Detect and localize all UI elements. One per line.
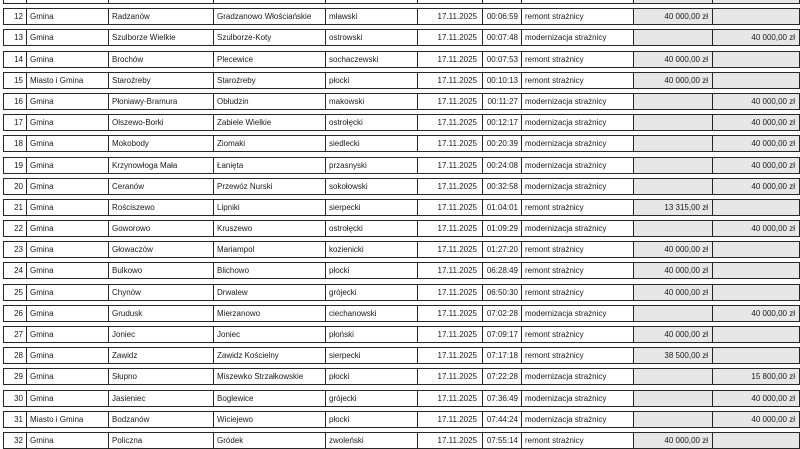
table-row bbox=[3, 305, 800, 322]
cell-task: remont strażnicy bbox=[522, 242, 634, 257]
cell-type: Gmina bbox=[27, 179, 109, 194]
cell-amount-remont: 40 000,00 zł bbox=[634, 433, 713, 448]
cell-amount-modernizacja bbox=[713, 263, 799, 278]
cell-amount-modernizacja: 40 000,00 zł bbox=[713, 115, 799, 130]
cell-date: 17.11.2025 bbox=[418, 285, 483, 300]
cell-task: modernizacja strażnicy bbox=[522, 412, 634, 427]
cell-amount-remont bbox=[634, 0, 713, 3]
cell-locality: Mariampol bbox=[214, 242, 326, 257]
cell-date: 17.11.2025 bbox=[418, 327, 483, 342]
cell-no: 18 bbox=[4, 136, 27, 151]
cell-time: 00:06:59 bbox=[483, 9, 522, 24]
table-row bbox=[3, 114, 800, 131]
cell-type: Gmina bbox=[27, 94, 109, 109]
table-body bbox=[3, 8, 800, 449]
cell-amount-remont: 40 000,00 zł bbox=[634, 285, 713, 300]
cell-district: grójecki bbox=[326, 391, 418, 406]
cell-date: 17.11.2025 bbox=[418, 433, 483, 448]
cell-district: sokołowski bbox=[326, 179, 418, 194]
cell-locality: Obłudzin bbox=[214, 94, 326, 109]
cell-municipality: Zawidz bbox=[109, 348, 214, 363]
cell-task: modernizacja strażnicy bbox=[522, 221, 634, 236]
cell-task: modernizacja strażnicy bbox=[522, 369, 634, 384]
cell-municipality: Brochów bbox=[109, 52, 214, 67]
cell-type: Gmina bbox=[27, 30, 109, 45]
cell-district: płocki bbox=[326, 412, 418, 427]
cell-amount-remont bbox=[634, 391, 713, 406]
table-row bbox=[3, 135, 800, 152]
cell-amount-remont: 40 000,00 zł bbox=[634, 73, 713, 88]
table-row bbox=[3, 326, 800, 343]
cell-locality: Plecewice bbox=[214, 52, 326, 67]
cell-no: 20 bbox=[4, 179, 27, 194]
cell-amount-modernizacja: 40 000,00 zł bbox=[713, 391, 799, 406]
cell-locality: Ziomaki bbox=[214, 136, 326, 151]
cell-amount-modernizacja bbox=[713, 52, 799, 67]
cell-date: 17.11.2025 bbox=[418, 221, 483, 236]
cell-time: 00:20:39 bbox=[483, 136, 522, 151]
cell-municipality: Goworowo bbox=[109, 221, 214, 236]
cell-no: 15 bbox=[4, 73, 27, 88]
cell-time: 07:44:24 bbox=[483, 412, 522, 427]
cell-district bbox=[326, 0, 418, 3]
cell-amount-remont: 38 500,00 zł bbox=[634, 348, 713, 363]
cell-task: remont strażnicy bbox=[522, 52, 634, 67]
cell-amount-modernizacja: 40 000,00 zł bbox=[713, 158, 799, 173]
cell-amount-modernizacja: 40 000,00 zł bbox=[713, 179, 799, 194]
cell-amount-remont bbox=[634, 369, 713, 384]
cell-date: 17.11.2025 bbox=[418, 348, 483, 363]
cell-date bbox=[418, 0, 483, 3]
cell-date: 17.11.2025 bbox=[418, 200, 483, 215]
cell-locality: Zabiele Wielkie bbox=[214, 115, 326, 130]
cell-amount-remont: 40 000,00 zł bbox=[634, 242, 713, 257]
cell-amount-remont: 40 000,00 zł bbox=[634, 52, 713, 67]
cell-time: 07:55:14 bbox=[483, 433, 522, 448]
table-row bbox=[3, 29, 800, 46]
cell-type: Miasto i Gmina bbox=[27, 412, 109, 427]
cell-time: 07:36:49 bbox=[483, 391, 522, 406]
table-row bbox=[3, 199, 800, 216]
cell-locality: Łanięta bbox=[214, 158, 326, 173]
cell-amount-remont bbox=[634, 179, 713, 194]
cell-no: 12 bbox=[4, 9, 27, 24]
cell-type: Gmina bbox=[27, 263, 109, 278]
cell-no: 22 bbox=[4, 221, 27, 236]
cell-amount-modernizacja: 40 000,00 zł bbox=[713, 412, 799, 427]
cell-time: 07:02:28 bbox=[483, 306, 522, 321]
cell-amount-modernizacja: 15 800,00 zł bbox=[713, 369, 799, 384]
cell-locality: Miszewko Strzałkowskie bbox=[214, 369, 326, 384]
cell-amount-modernizacja bbox=[713, 433, 799, 448]
cell-date: 17.11.2025 bbox=[418, 52, 483, 67]
cell-district: makowski bbox=[326, 94, 418, 109]
cell-amount-remont bbox=[634, 136, 713, 151]
cell-no: 21 bbox=[4, 200, 27, 215]
cell-type: Gmina bbox=[27, 9, 109, 24]
cell-district: kozienicki bbox=[326, 242, 418, 257]
cell-type: Gmina bbox=[27, 136, 109, 151]
cell-district: płocki bbox=[326, 73, 418, 88]
cell-municipality: Joniec bbox=[109, 327, 214, 342]
cell-time: 00:07:53 bbox=[483, 52, 522, 67]
cell-district: płocki bbox=[326, 263, 418, 278]
cell-municipality bbox=[109, 0, 214, 3]
cell-amount-remont: 13 315,00 zł bbox=[634, 200, 713, 215]
cell-date: 17.11.2025 bbox=[418, 412, 483, 427]
cell-no: 28 bbox=[4, 348, 27, 363]
cell-amount-modernizacja: 40 000,00 zł bbox=[713, 221, 799, 236]
cell-no: 16 bbox=[4, 94, 27, 109]
cell-type: Gmina bbox=[27, 115, 109, 130]
cell-amount-remont: 40 000,00 zł bbox=[634, 263, 713, 278]
cell-locality: Staroźreby bbox=[214, 73, 326, 88]
cell-district: płocki bbox=[326, 369, 418, 384]
cell-no: 31 bbox=[4, 412, 27, 427]
cell-district: płoński bbox=[326, 327, 418, 342]
cell-locality: Przewóz Nurski bbox=[214, 179, 326, 194]
cell-date: 17.11.2025 bbox=[418, 391, 483, 406]
cell-task: modernizacja strażnicy bbox=[522, 306, 634, 321]
cell-time: 07:17:18 bbox=[483, 348, 522, 363]
table-row bbox=[3, 241, 800, 258]
cell-no: 14 bbox=[4, 52, 27, 67]
cell-amount-modernizacja bbox=[713, 285, 799, 300]
cell-municipality: Bulkowo bbox=[109, 263, 214, 278]
cell-date: 17.11.2025 bbox=[418, 369, 483, 384]
cell-time: 00:07:48 bbox=[483, 30, 522, 45]
cell-date: 17.11.2025 bbox=[418, 9, 483, 24]
cell-time: 01:27:20 bbox=[483, 242, 522, 257]
cell-time: 06:50:30 bbox=[483, 285, 522, 300]
cell-municipality: Staroźreby bbox=[109, 73, 214, 88]
cell-locality: Gródek bbox=[214, 433, 326, 448]
cell-type: Gmina bbox=[27, 285, 109, 300]
cell-type: Gmina bbox=[27, 158, 109, 173]
cell-no: 30 bbox=[4, 391, 27, 406]
table-row bbox=[3, 390, 800, 407]
cell-amount-remont bbox=[634, 158, 713, 173]
cell-locality: Lipniki bbox=[214, 200, 326, 215]
cell-locality: Kruszewo bbox=[214, 221, 326, 236]
cell-district: ostrołęcki bbox=[326, 221, 418, 236]
cell-municipality: Bodzanów bbox=[109, 412, 214, 427]
cell-task: remont strażnicy bbox=[522, 73, 634, 88]
cell-municipality: Grudusk bbox=[109, 306, 214, 321]
cell-date: 17.11.2025 bbox=[418, 30, 483, 45]
cell-amount-remont bbox=[634, 306, 713, 321]
cell-municipality: Szulborze Wielkie bbox=[109, 30, 214, 45]
cell-date: 17.11.2025 bbox=[418, 263, 483, 278]
cell-type: Gmina bbox=[27, 369, 109, 384]
cell-no: 27 bbox=[4, 327, 27, 342]
cell-locality: Boglewice bbox=[214, 391, 326, 406]
cell-locality bbox=[214, 0, 326, 3]
cell-time: 00:12:17 bbox=[483, 115, 522, 130]
cell-type: Gmina bbox=[27, 242, 109, 257]
cell-time: 01:09:29 bbox=[483, 221, 522, 236]
cell-municipality: Krzynowłoga Mała bbox=[109, 158, 214, 173]
cell-time: 00:32:58 bbox=[483, 179, 522, 194]
cell-task: remont strażnicy bbox=[522, 433, 634, 448]
cell-district: zwoleński bbox=[326, 433, 418, 448]
cell-amount-modernizacja bbox=[713, 242, 799, 257]
table-row bbox=[3, 93, 800, 110]
cell-amount-modernizacja: 40 000,00 zł bbox=[713, 136, 799, 151]
cell-time: 07:09:17 bbox=[483, 327, 522, 342]
cell-type: Miasto i Gmina bbox=[27, 73, 109, 88]
cell-no: 32 bbox=[4, 433, 27, 448]
cell-date: 17.11.2025 bbox=[418, 136, 483, 151]
cell-type: Gmina bbox=[27, 52, 109, 67]
cell-task: modernizacja strażnicy bbox=[522, 158, 634, 173]
cell-type: Gmina bbox=[27, 200, 109, 215]
cell-date: 17.11.2025 bbox=[418, 179, 483, 194]
cell-amount-modernizacja bbox=[713, 9, 799, 24]
table-row bbox=[3, 178, 800, 195]
cell-locality: Szulborze-Koty bbox=[214, 30, 326, 45]
cell-type: Gmina bbox=[27, 221, 109, 236]
cell-amount-remont bbox=[634, 115, 713, 130]
cell-date: 17.11.2025 bbox=[418, 306, 483, 321]
cell-amount-modernizacja bbox=[713, 0, 799, 3]
table-row bbox=[3, 411, 800, 428]
cell-no: 19 bbox=[4, 158, 27, 173]
cell-district: ostrołęcki bbox=[326, 115, 418, 130]
cell-task: remont strażnicy bbox=[522, 285, 634, 300]
cell-task: modernizacja strażnicy bbox=[522, 179, 634, 194]
cell-date: 17.11.2025 bbox=[418, 94, 483, 109]
table-row bbox=[3, 220, 800, 237]
cell-amount-modernizacja: 40 000,00 zł bbox=[713, 30, 799, 45]
cell-amount-remont bbox=[634, 221, 713, 236]
cell-district: przasnyski bbox=[326, 158, 418, 173]
cell-district: sochaczewski bbox=[326, 52, 418, 67]
table-row bbox=[3, 157, 800, 174]
cell-no: 25 bbox=[4, 285, 27, 300]
cell-no: 13 bbox=[4, 30, 27, 45]
cell-amount-modernizacja: 40 000,00 zł bbox=[713, 94, 799, 109]
cell-amount-remont: 40 000,00 zł bbox=[634, 327, 713, 342]
cell-task: modernizacja strażnicy bbox=[522, 30, 634, 45]
cell-task: remont strażnicy bbox=[522, 263, 634, 278]
cell-municipality: Jasieniec bbox=[109, 391, 214, 406]
cell-amount-remont bbox=[634, 30, 713, 45]
cell-time: 06:28:49 bbox=[483, 263, 522, 278]
cell-task: remont strażnicy bbox=[522, 200, 634, 215]
cell-amount-remont: 40 000,00 zł bbox=[634, 9, 713, 24]
cell-no: 29 bbox=[4, 369, 27, 384]
cell-time: 01:04:01 bbox=[483, 200, 522, 215]
cell-locality: Blichowo bbox=[214, 263, 326, 278]
cell-locality: Wiciejewo bbox=[214, 412, 326, 427]
cell-amount-modernizacja bbox=[713, 327, 799, 342]
cell-amount-modernizacja bbox=[713, 73, 799, 88]
cell-type: Gmina bbox=[27, 327, 109, 342]
grants-table bbox=[3, 0, 800, 449]
cell-task: remont strażnicy bbox=[522, 327, 634, 342]
cell-district: grójecki bbox=[326, 285, 418, 300]
cell-locality: Drwalew bbox=[214, 285, 326, 300]
cell-task: remont strażnicy bbox=[522, 9, 634, 24]
cell-time: 00:10:13 bbox=[483, 73, 522, 88]
cell-locality: Gradzanowo Włościańskie bbox=[214, 9, 326, 24]
cell-time: 00:11:27 bbox=[483, 94, 522, 109]
cell-type: Gmina bbox=[27, 391, 109, 406]
cell-type: Gmina bbox=[27, 348, 109, 363]
cell-amount-modernizacja bbox=[713, 200, 799, 215]
cell-task: modernizacja strażnicy bbox=[522, 94, 634, 109]
cell-municipality: Głowaczów bbox=[109, 242, 214, 257]
cell-district: mławski bbox=[326, 9, 418, 24]
cell-no: 24 bbox=[4, 263, 27, 278]
cell-locality: Zawidz Kościelny bbox=[214, 348, 326, 363]
cell-time: 00:24:08 bbox=[483, 158, 522, 173]
cell-municipality: Olszewo-Borki bbox=[109, 115, 214, 130]
cell-time: 07:22:28 bbox=[483, 369, 522, 384]
table-row bbox=[3, 262, 800, 279]
cell-amount-modernizacja: 40 000,00 zł bbox=[713, 306, 799, 321]
cell-municipality: Ceranów bbox=[109, 179, 214, 194]
cell-amount-modernizacja bbox=[713, 348, 799, 363]
cell-municipality: Policzna bbox=[109, 433, 214, 448]
cell-district: siedlecki bbox=[326, 136, 418, 151]
cell-type: Gmina bbox=[27, 306, 109, 321]
cell-task: modernizacja strażnicy bbox=[522, 391, 634, 406]
cell-district: sierpecki bbox=[326, 348, 418, 363]
cell-no: 17 bbox=[4, 115, 27, 130]
cell-municipality: Radzanów bbox=[109, 9, 214, 24]
cell-district: ciechanowski bbox=[326, 306, 418, 321]
table-row bbox=[3, 432, 800, 449]
cell-date: 17.11.2025 bbox=[418, 242, 483, 257]
cell-type: Gmina bbox=[27, 433, 109, 448]
cell-amount-remont bbox=[634, 412, 713, 427]
cell-type bbox=[27, 0, 109, 3]
table-row bbox=[3, 51, 800, 68]
cell-locality: Joniec bbox=[214, 327, 326, 342]
table-row-partial-top bbox=[3, 0, 800, 4]
cell-date: 17.11.2025 bbox=[418, 115, 483, 130]
table-row bbox=[3, 72, 800, 89]
cell-date: 17.11.2025 bbox=[418, 73, 483, 88]
cell-district: ostrowski bbox=[326, 30, 418, 45]
cell-no: 26 bbox=[4, 306, 27, 321]
table-row bbox=[3, 347, 800, 364]
cell-amount-remont bbox=[634, 94, 713, 109]
cell-municipality: Słupno bbox=[109, 369, 214, 384]
cell-locality: Mierzanowo bbox=[214, 306, 326, 321]
table-row bbox=[3, 284, 800, 301]
cell-no: 23 bbox=[4, 242, 27, 257]
cell-time bbox=[483, 0, 522, 3]
cell-no bbox=[4, 0, 27, 3]
cell-municipality: Płoniawy-Bramura bbox=[109, 94, 214, 109]
cell-municipality: Mokobody bbox=[109, 136, 214, 151]
cell-task: modernizacja strażnicy bbox=[522, 115, 634, 130]
cell-district: sierpecki bbox=[326, 200, 418, 215]
cell-task: modernizacja strażnicy bbox=[522, 136, 634, 151]
cell-municipality: Chynów bbox=[109, 285, 214, 300]
cell-task bbox=[522, 0, 634, 3]
cell-task: remont strażnicy bbox=[522, 348, 634, 363]
cell-municipality: Rościszewo bbox=[109, 200, 214, 215]
cell-date: 17.11.2025 bbox=[418, 158, 483, 173]
table-row bbox=[3, 368, 800, 385]
table-row bbox=[3, 8, 800, 25]
